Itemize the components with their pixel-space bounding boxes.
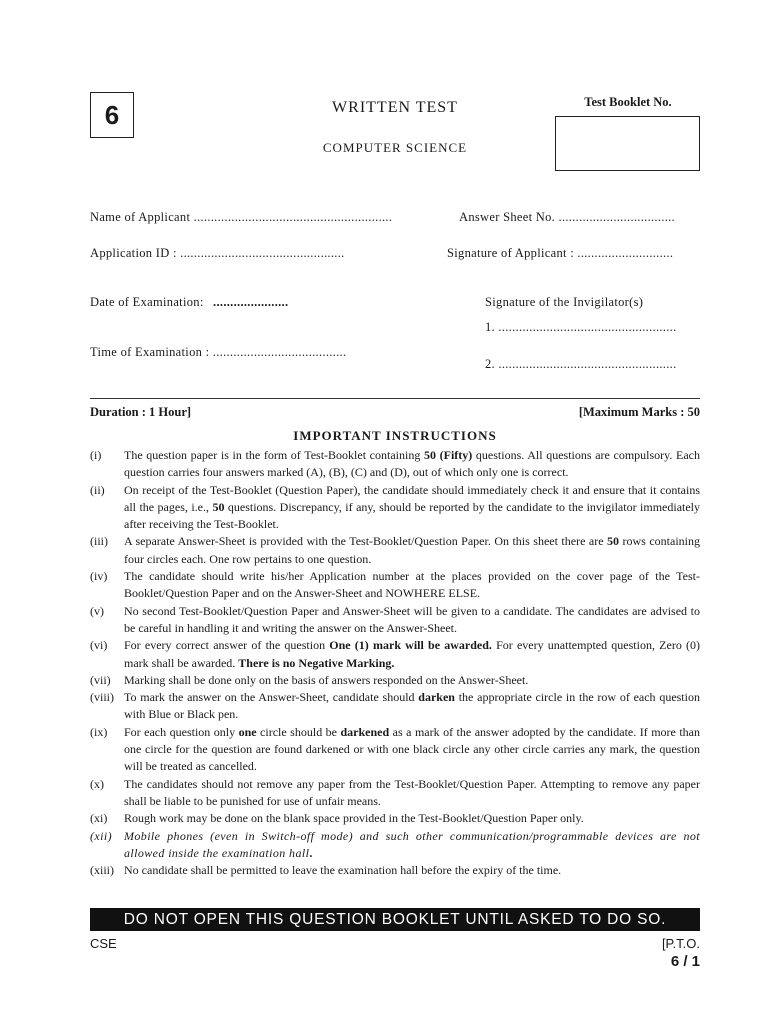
instruction-item <box>90 724 700 776</box>
instruction-number: (xi) <box>90 811 108 826</box>
text-run: The question paper is in the form of Test-Booklet containing <box>124 448 424 462</box>
bold-run: . <box>309 845 313 860</box>
instruction-item <box>90 603 700 638</box>
date-of-examination-field[interactable] <box>90 295 288 310</box>
date-dots: ...................... <box>213 295 289 309</box>
instruction-text: No second Test-Booklet/Question Paper and Answer-Sheet will be given to a candidate. The candidates are advised to be careful in handling it and writing the answer on the Answer-Sheet. <box>124 603 700 635</box>
instruction-item <box>90 447 700 482</box>
instruction-number: (xiii) <box>90 863 114 878</box>
instruction-number: (x) <box>90 776 104 791</box>
instruction-item <box>90 482 700 534</box>
date-label: Date of Examination: <box>90 295 204 309</box>
instruction-text <box>124 689 700 724</box>
instruction-number: (vi) <box>90 638 108 653</box>
maximum-marks: [Maximum Marks : 50 <box>578 405 700 419</box>
instruction-text: Rough work may be done on the blank space provided in the Test-Booklet/Question Paper only. <box>124 811 584 826</box>
instruction-number: (i) <box>90 448 102 462</box>
answer-sheet-number-field[interactable]: Answer Sheet No. .................................. <box>459 210 675 224</box>
bold-run: 50 <box>607 534 620 549</box>
page-title: WRITTEN TEST <box>332 99 458 116</box>
text-run: For every correct answer of the question <box>124 638 330 653</box>
invigilator-signature-title: Signature of the Invigilator(s) <box>485 295 644 309</box>
instruction-text <box>124 828 700 863</box>
instruction-item <box>90 568 700 603</box>
invigilator-signature-2[interactable]: 2. .................................................... <box>485 357 677 371</box>
text-run: questions. All questions are compulsory. Each question carries four answers marked (A), (B), (C) and (D), out of which only one is correct. <box>124 448 700 480</box>
instruction-number: (vii) <box>90 672 111 687</box>
test-booklet-number-box[interactable] <box>555 116 700 171</box>
time-of-examination-field[interactable]: Time of Examination : ....................................... <box>90 345 347 359</box>
instruction-item <box>90 637 700 672</box>
bold-run: 50 <box>212 499 225 514</box>
instruction-text: No candidate shall be permitted to leave the examination hall before the expiry of the time. <box>124 863 562 878</box>
instruction-text <box>124 447 700 482</box>
text-run: To mark the answer on the Answer-Sheet, candidate should <box>124 690 419 705</box>
text-run: On receipt of the Test-Booklet (Question Paper), the candidate should immediately check it and ensure that it contains all the pages, i.e., <box>124 482 700 514</box>
set-number: 6 <box>104 99 120 130</box>
instruction-item <box>90 689 700 724</box>
test-booklet-label: Test Booklet No. <box>584 95 672 109</box>
instruction-text <box>124 533 700 568</box>
instruction-item <box>90 810 700 827</box>
italic-run: Mobile phones (even in Switch-off mode) and such other communication/programmable devices are not allowed inside the examination hall <box>124 828 700 860</box>
please-turn-over: [P.T.O. <box>661 936 700 951</box>
text-run: rows containing four circles each. One row pertains to one question. <box>124 534 700 566</box>
instruction-text <box>124 482 700 534</box>
instruction-number: (ix) <box>90 724 108 739</box>
signature-of-applicant-field[interactable]: Signature of Applicant : ............................ <box>447 246 674 260</box>
text-run: as a mark of the answer adopted by the candidate. If more than one circle for the question are found darkened or with one black circle any other circle carries any mark, the question will be treated as cancelled. <box>124 724 700 774</box>
divider <box>90 398 700 399</box>
text-run: For each question only <box>124 724 239 739</box>
text-run: the appropriate circle in the row of each question with Blue or Black pen. <box>124 690 700 722</box>
instruction-text <box>124 637 700 672</box>
bold-run: one <box>238 724 257 739</box>
text-run: A separate Answer-Sheet is provided with the Test-Booklet/Question Paper. On this sheet there are <box>124 534 608 549</box>
invigilator-signature-1[interactable]: 1. .................................................... <box>485 320 677 334</box>
page-number: 6 / 1 <box>670 953 700 970</box>
instructions-heading: IMPORTANT INSTRUCTIONS <box>293 428 497 443</box>
bold-run: darkened <box>340 724 390 739</box>
instructions-list <box>90 447 700 879</box>
instruction-text <box>124 724 700 776</box>
bold-run: There is no Negative Marking. <box>238 655 395 670</box>
page-subtitle: COMPUTER SCIENCE <box>322 140 468 155</box>
text-run: questions. Discrepancy, if any, should be reported by the candidate to the invigilator immediately after receiving the Test-Booklet. <box>124 499 701 532</box>
instruction-item <box>90 862 700 879</box>
duration: Duration : 1 Hour] <box>90 405 192 419</box>
instruction-item <box>90 672 700 689</box>
subject-code: CSE <box>90 936 117 951</box>
instruction-number: (xii) <box>90 828 112 843</box>
instruction-text: The candidates should not remove any paper from the Test-Booklet/Question Paper. Attempting to remove any paper shall be liable to be punished for use of unfair means. <box>124 776 700 808</box>
bold-run: One (1) mark will be awarded. <box>329 638 492 653</box>
instruction-item <box>90 776 700 811</box>
instruction-number: (iv) <box>90 569 108 584</box>
bold-run: 50 (Fifty) <box>423 448 473 462</box>
bold-run: darken <box>418 690 455 705</box>
instruction-number: (viii) <box>90 690 114 705</box>
instruction-item <box>90 533 700 568</box>
instruction-text: Marking shall be done only on the basis of answers responded on the Answer-Sheet. <box>124 672 529 687</box>
warning-banner: DO NOT OPEN THIS QUESTION BOOKLET UNTIL ASKED TO DO SO. <box>90 908 700 931</box>
text-run: For every unattempted question, Zero (0) mark shall be awarded. <box>124 638 700 670</box>
instruction-number: (ii) <box>90 482 105 497</box>
application-id-field[interactable]: Application ID : ................................................ <box>90 246 345 260</box>
instruction-text: The candidate should write his/her Application number at the places provided on the cover page of the Test-Booklet/Question Paper and on the Answer-Sheet and NOWHERE ELSE. <box>124 569 700 601</box>
text-run: circle should be <box>256 724 341 739</box>
instruction-number: (iii) <box>90 534 108 549</box>
name-of-applicant-field[interactable]: Name of Applicant .......................................................... <box>90 210 393 224</box>
instruction-number: (v) <box>90 603 104 618</box>
instruction-item <box>90 828 700 863</box>
